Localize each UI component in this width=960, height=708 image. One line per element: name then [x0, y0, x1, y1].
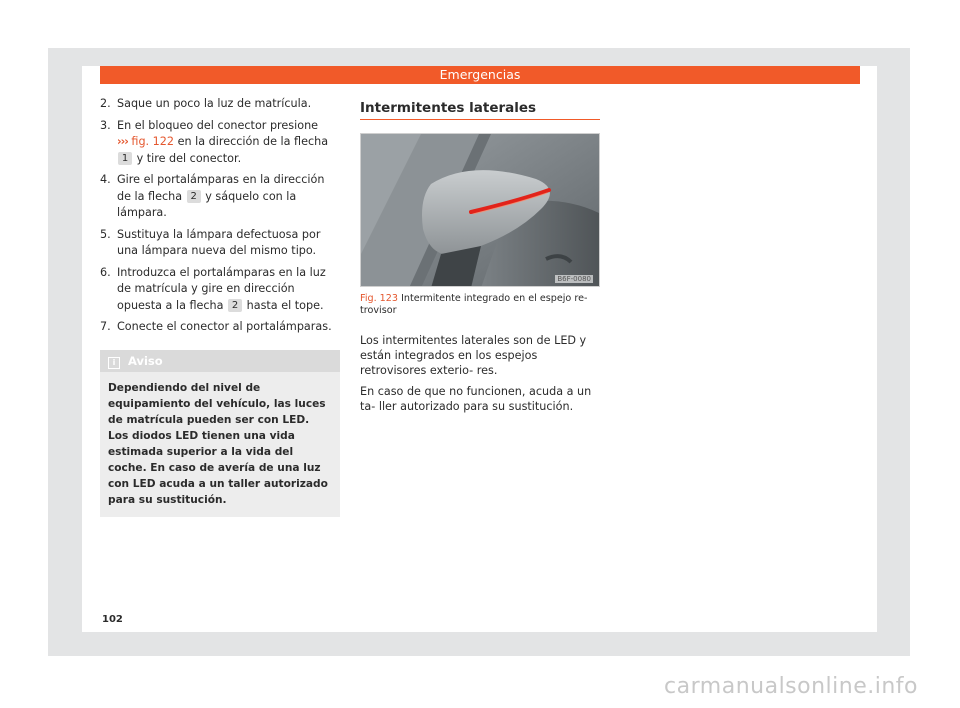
step-text: Introduzca el portalámparas en la luz de matrícula y gire en dirección opuesta a la flecha: [117, 265, 326, 312]
step-text: En el bloqueo del conector presione: [117, 118, 319, 132]
step-text: y tire del conector.: [136, 151, 242, 165]
notice-title: Aviso: [128, 353, 163, 368]
section-body: [360, 333, 600, 414]
section-title: Intermitentes laterales: [360, 100, 600, 120]
page-number: 102: [102, 614, 123, 625]
steps-list: [100, 96, 340, 336]
notice-box: [100, 350, 340, 517]
mirror-illustration: [361, 134, 600, 287]
list-item: [100, 172, 340, 222]
step-number: 2.: [100, 97, 111, 110]
callout-number: 2: [228, 299, 242, 312]
notice-text: Dependiendo del nivel de equipamiento del vehículo, las luces de matrícula pueden ser con LED. Los diodos LED tienen una vida estimada superior a la vida del coche. En caso de avería de una luz con LED acuda a un taller autorizado para su sustitución.: [108, 381, 328, 506]
notice-header: [100, 350, 340, 372]
step-text: y sáquelo con la lámpara.: [117, 189, 297, 219]
step-text: en la dirección de la flecha: [177, 135, 329, 148]
mirror-figure: [360, 133, 600, 287]
paragraph: En caso de que no funcionen, acuda a un ta- ller autorizado para su sustitución.: [360, 385, 592, 413]
callout-number: 2: [187, 190, 201, 203]
callout-number: 1: [118, 152, 132, 165]
paragraph: Los intermitentes laterales son de LED y están integrados en los espejos retrovisores exterio- res.: [360, 334, 587, 377]
figure-link[interactable]: fig. 122: [131, 135, 175, 148]
step-text: Gire el portalámparas en la dirección de la flecha: [117, 173, 325, 203]
list-item: [100, 319, 340, 336]
chapter-title: Emergencias: [439, 67, 521, 82]
list-item: [100, 118, 340, 168]
step-number: 6.: [100, 265, 111, 279]
right-column: [360, 100, 600, 420]
step-number: 5.: [100, 227, 111, 241]
list-item: [100, 227, 340, 260]
list-item: [100, 96, 340, 113]
step-text: hasta el tope.: [246, 298, 324, 312]
list-item: [100, 265, 340, 315]
step-text: Saque un poco la luz de matrícula.: [117, 97, 312, 110]
caption-text: Intermitente integrado en el espejo re- trovisor: [360, 293, 588, 316]
figure-code: B6F-0080: [557, 275, 591, 283]
info-icon: i: [108, 357, 120, 369]
arrow-icon: ›››: [117, 135, 128, 148]
left-column: [100, 96, 340, 517]
figure-label: Fig. 123: [360, 293, 398, 304]
step-number: 3.: [100, 118, 111, 132]
figure-caption: [360, 293, 600, 317]
step-number: 7.: [100, 320, 111, 333]
chapter-header: [100, 66, 860, 84]
step-number: 4.: [100, 173, 111, 186]
step-text: Sustituya la lámpara defectuosa por una lámpara nueva del mismo tipo.: [117, 227, 321, 257]
watermark: carmanualsonline.info: [664, 674, 918, 699]
step-text: Conecte el conector al portalámparas.: [117, 320, 332, 333]
